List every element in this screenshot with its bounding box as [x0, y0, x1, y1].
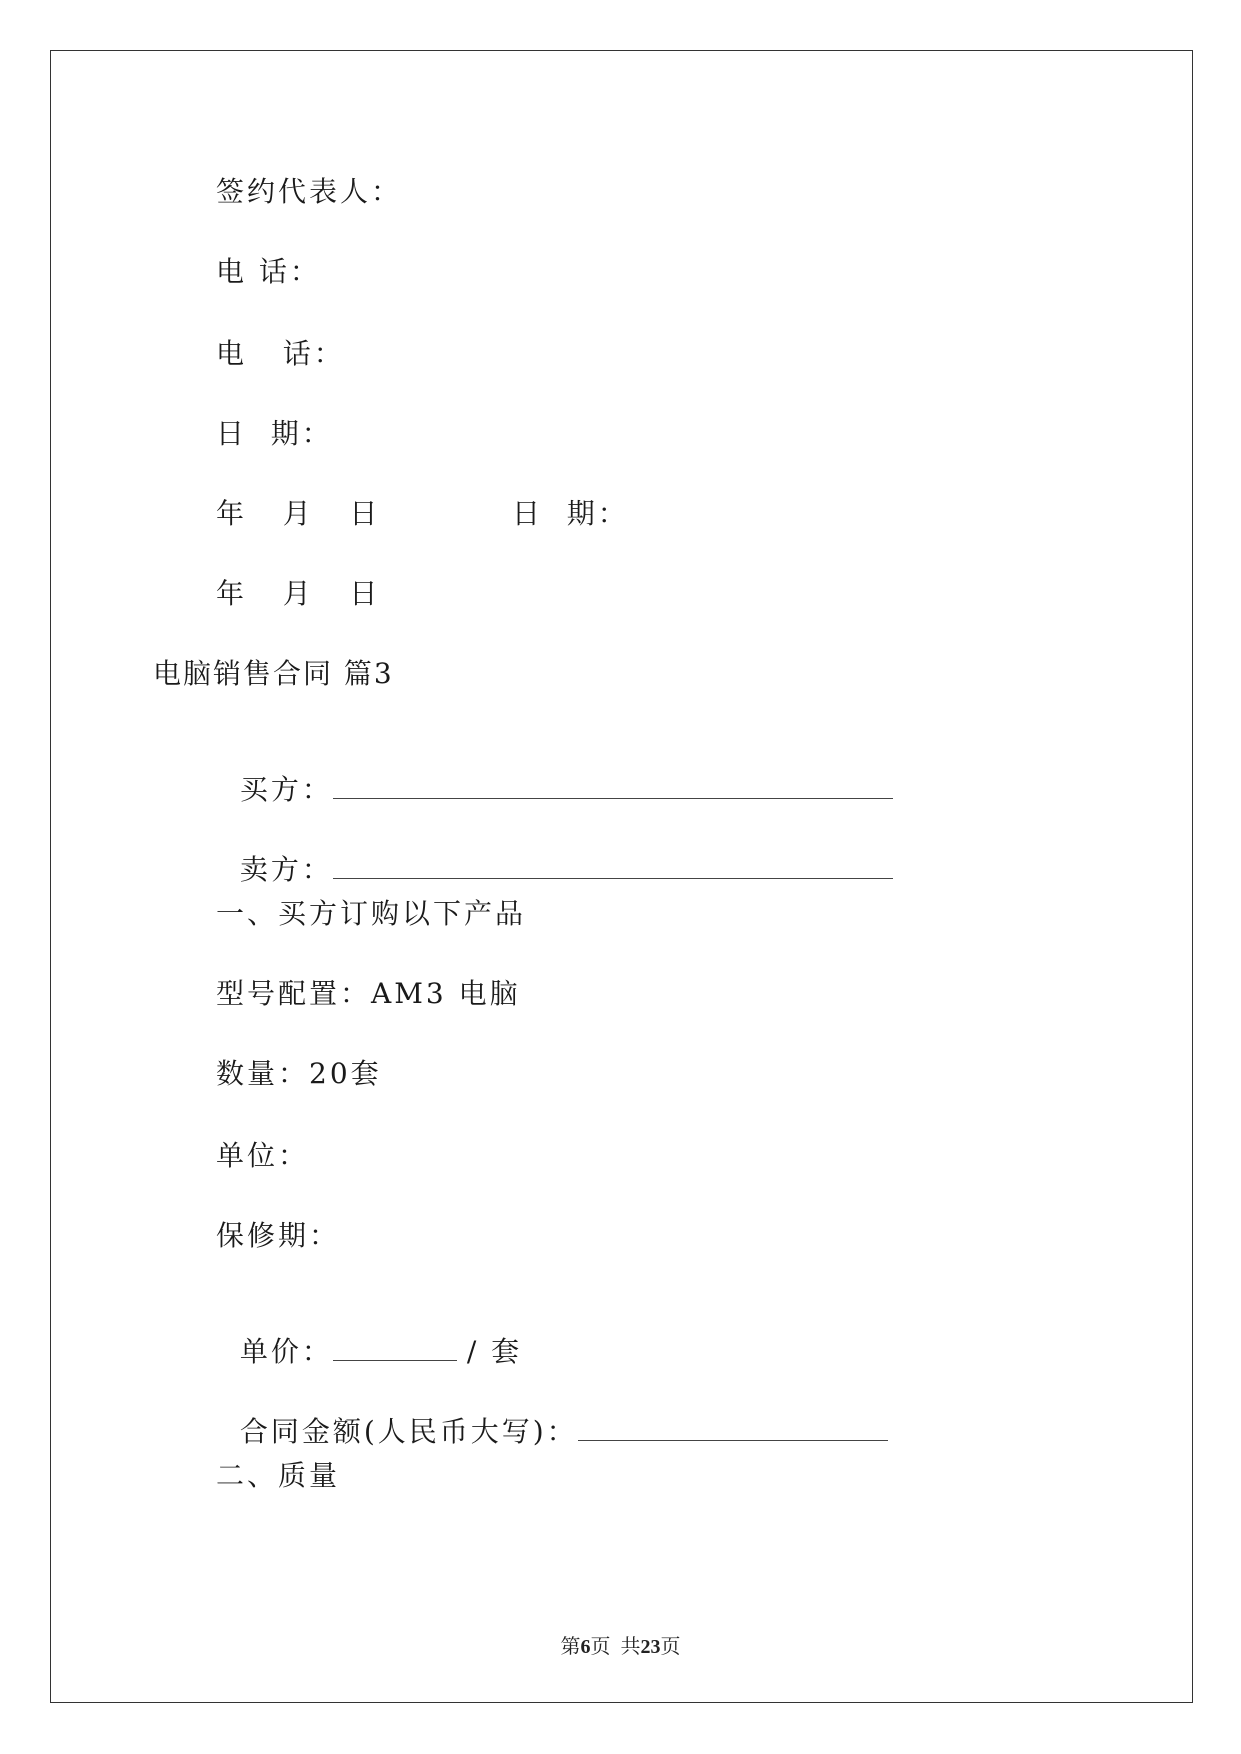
unit-price-label: 单价： [239, 1335, 333, 1368]
footer-total-pages: 23 [640, 1636, 661, 1658]
buyer-blank [333, 774, 893, 799]
buyer-line [216, 736, 893, 808]
section-1-title: 一、买方订购以下产品 [216, 897, 527, 930]
page-footer [0, 1630, 1241, 1659]
buyer-label: 买方： [239, 773, 333, 806]
warranty-label: 保修期： [216, 1219, 341, 1252]
seller-blank [333, 854, 893, 879]
contract-amount-blank [578, 1416, 888, 1441]
footer-mid: 页 共 [590, 1636, 641, 1658]
model-config: 型号配置：AM3 电脑 [216, 977, 521, 1010]
contract-amount-label: 合同金额(人民币大写)： [239, 1415, 578, 1448]
date-ymd-2: 年 月 日 [216, 577, 381, 610]
phone-label-1: 电 话： [216, 255, 321, 288]
quantity: 数量：20套 [216, 1057, 382, 1090]
footer-suffix: 页 [660, 1636, 681, 1658]
unit-label: 单位： [216, 1139, 310, 1172]
phone-label-2: 电 话： [216, 337, 345, 370]
date-ymd-1: 年 月 日 [216, 497, 381, 530]
section-2-title: 二、质量 [216, 1459, 341, 1492]
unit-price-suffix: / 套 [466, 1335, 523, 1368]
section-heading: 电脑销售合同 篇3 [153, 657, 394, 690]
date-label-1: 日 期： [216, 417, 333, 450]
unit-price-line [216, 1298, 522, 1370]
seller-label: 卖方： [239, 853, 333, 886]
unit-price-blank [333, 1336, 457, 1361]
footer-prefix: 第 [560, 1636, 581, 1658]
footer-page-number: 6 [580, 1636, 591, 1658]
signatory-label: 签约代表人： [216, 175, 403, 208]
seller-line [216, 816, 893, 888]
contract-amount-line [216, 1378, 888, 1450]
date-label-2: 日 期： [512, 497, 629, 530]
